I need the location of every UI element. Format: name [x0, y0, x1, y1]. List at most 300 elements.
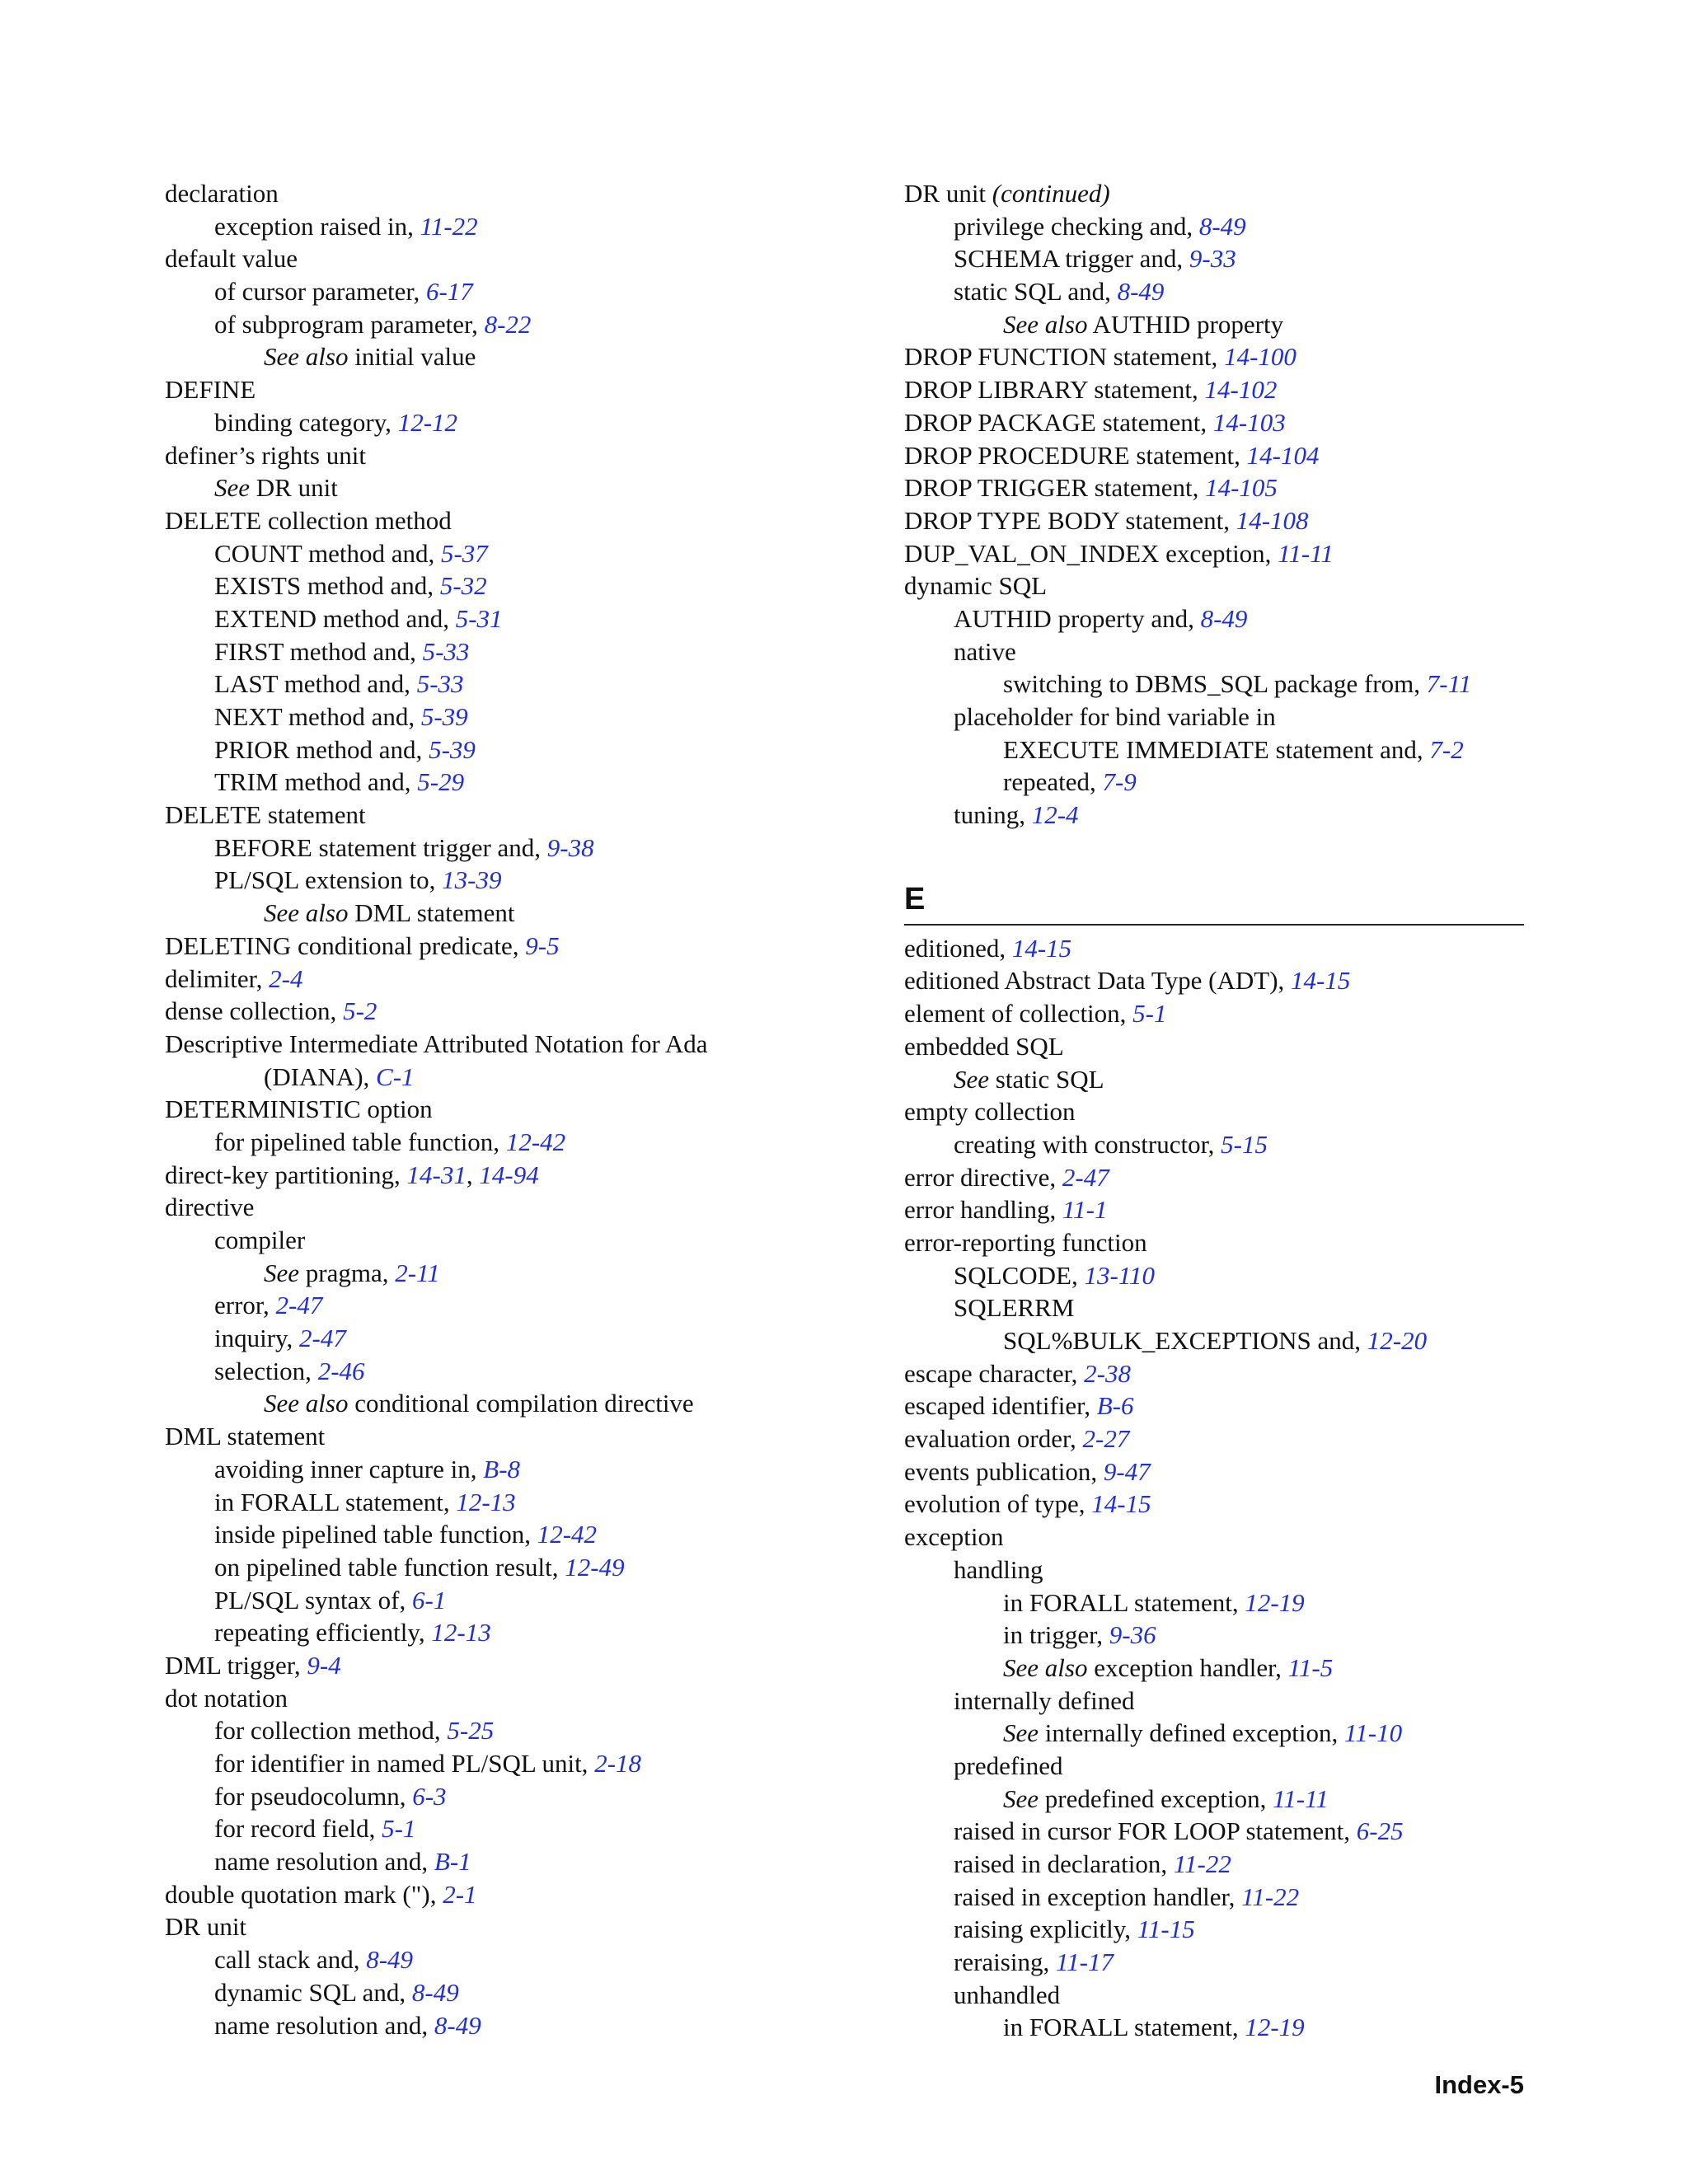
page-link[interactable]: 8-49 — [434, 2010, 481, 2040]
entry-text: events publication, — [904, 1456, 1104, 1486]
entry-text: DROP LIBRARY statement, — [904, 375, 1205, 405]
entry-text: placeholder for bind variable in — [954, 702, 1276, 731]
index-entry — [904, 1161, 1524, 1194]
entry-text: declaration — [165, 179, 279, 208]
cross-reference-label: See also — [264, 1389, 349, 1418]
index-subentry — [904, 1619, 1524, 1652]
entry-text: escaped identifier, — [904, 1391, 1097, 1421]
page-link[interactable]: 8-49 — [1117, 277, 1165, 307]
index-subentry — [904, 733, 1524, 766]
page-link[interactable]: 5-29 — [417, 767, 465, 797]
entry-text: in FORALL statement, — [1003, 2013, 1245, 2042]
entry-text: DROP FUNCTION statement, — [904, 342, 1225, 372]
index-subentry — [165, 2009, 874, 2042]
index-entry — [165, 1159, 874, 1192]
entry-text: SQLCODE, — [954, 1260, 1085, 1290]
entry-text: escape character, — [904, 1358, 1085, 1388]
entry-text: predefined — [954, 1750, 1063, 1780]
entry-text: internally defined — [954, 1685, 1135, 1715]
page-link[interactable]: 5-33 — [416, 669, 464, 699]
page-link[interactable]: 5-32 — [439, 571, 487, 601]
entry-text: for pseudocolumn, — [214, 1781, 413, 1811]
page-link[interactable]: 2-47 — [1062, 1162, 1109, 1192]
entry-text: of subprogram parameter, — [214, 309, 485, 339]
page-link[interactable]: 14-108 — [1236, 505, 1309, 535]
index-entry — [165, 242, 874, 275]
index-subentry — [165, 1257, 874, 1290]
entry-text: definer’s rights unit — [165, 440, 366, 470]
page-link[interactable]: 13-110 — [1084, 1260, 1155, 1290]
page-link[interactable]: 6-3 — [412, 1781, 447, 1811]
index-subentry — [165, 1976, 874, 2009]
entry-text: switching to DBMS_SQL package from, — [1003, 669, 1427, 699]
index-subentry — [165, 1812, 874, 1845]
entry-text: dynamic SQL — [904, 571, 1048, 601]
page-link[interactable]: 7-2 — [1429, 734, 1464, 764]
page-link[interactable]: 14-15 — [1291, 966, 1351, 996]
index-entry — [904, 1422, 1524, 1455]
page-link[interactable]: 14-31 — [406, 1160, 467, 1189]
entry-text: evolution of type, — [904, 1489, 1092, 1519]
entry-text: DR unit — [250, 473, 338, 503]
index-subentry — [904, 1128, 1524, 1161]
page-link[interactable]: 2-18 — [594, 1749, 642, 1778]
page-link[interactable]: C-1 — [376, 1062, 415, 1091]
entry-text: DELETE collection method — [165, 505, 452, 535]
entry-text: (DIANA), — [264, 1062, 377, 1091]
page-link[interactable]: 14-103 — [1212, 407, 1286, 437]
entry-text: DROP TRIGGER statement, — [904, 473, 1206, 503]
entry-text: double quotation mark ("), — [165, 1879, 443, 1909]
page-link[interactable]: 9-36 — [1109, 1620, 1156, 1650]
entry-text: DETERMINISTIC option — [165, 1094, 433, 1124]
page-link[interactable]: 12-12 — [397, 407, 458, 437]
index-subentry — [165, 1387, 874, 1420]
page-link[interactable]: 14-100 — [1224, 342, 1296, 372]
page-link[interactable]: 11-11 — [1278, 538, 1334, 568]
page-link[interactable]: 11-1 — [1062, 1195, 1108, 1225]
cross-reference-label: See also — [264, 342, 349, 372]
entry-text: PRIOR method and, — [214, 734, 429, 764]
cross-reference-label: See also — [1003, 309, 1088, 339]
entry-text: compiler — [214, 1226, 306, 1254]
index-subentry — [165, 1355, 874, 1388]
index-entry — [904, 1095, 1524, 1128]
entry-text: editioned, — [904, 933, 1012, 963]
index-subentry — [165, 864, 874, 897]
entry-text: of cursor parameter, — [214, 277, 426, 307]
page-link[interactable]: 9-4 — [307, 1650, 341, 1680]
page-link[interactable]: 11-22 — [1173, 1849, 1231, 1878]
page-link[interactable]: 5-39 — [429, 734, 476, 764]
index-entry — [165, 1878, 874, 1911]
page-link[interactable]: 14-94 — [479, 1160, 539, 1189]
index-subentry — [165, 1616, 874, 1649]
entry-text: SQL%BULK_EXCEPTIONS and, — [1003, 1326, 1367, 1355]
index-subentry — [904, 1815, 1524, 1848]
entry-text: , — [466, 1160, 480, 1189]
entry-text: evaluation order, — [904, 1424, 1083, 1454]
page-link[interactable]: 12-42 — [537, 1520, 598, 1549]
entry-text: for pipelined table function, — [214, 1127, 506, 1156]
entry-text: tuning, — [954, 800, 1032, 830]
entry-text: SQLERRM — [954, 1293, 1075, 1323]
index-entry — [904, 964, 1524, 997]
page-link[interactable]: 9-5 — [525, 930, 560, 960]
page-link[interactable]: 13-39 — [442, 865, 502, 895]
entry-text: directive — [165, 1193, 255, 1222]
cross-reference-label: See — [264, 1258, 300, 1287]
entry-text: call stack and, — [214, 1945, 367, 1975]
page-link[interactable]: 2-4 — [269, 963, 303, 993]
entry-text: raised in cursor FOR LOOP statement, — [954, 1816, 1357, 1846]
entry-text: name resolution and, — [214, 1847, 434, 1877]
index-subentry — [904, 1783, 1524, 1816]
entry-text: binding category, — [214, 407, 398, 437]
index-entry — [904, 1357, 1524, 1390]
index-subentry — [165, 1289, 874, 1322]
page-link[interactable]: B-6 — [1096, 1391, 1134, 1421]
entry-text: predefined exception, — [1039, 1783, 1273, 1813]
index-subentry — [165, 766, 874, 799]
cross-reference-label: (continued) — [992, 179, 1110, 208]
page-link[interactable]: 9-47 — [1103, 1456, 1151, 1486]
entry-text: FIRST method and, — [214, 636, 423, 666]
entry-text: AUTHID property and, — [954, 603, 1201, 633]
index-entry — [165, 1028, 874, 1061]
entry-text: inside pipelined table function, — [214, 1520, 537, 1549]
entry-text: PL/SQL extension to, — [214, 865, 443, 895]
entry-text: COUNT method and, — [214, 538, 441, 568]
entry-text: DML statement — [165, 1422, 326, 1451]
entry-text: DR unit — [904, 179, 992, 208]
index-subentry — [904, 668, 1524, 701]
cross-reference-label: See — [214, 473, 251, 503]
cross-reference-label: See — [1003, 1718, 1039, 1748]
entry-text: exception handler, — [1087, 1652, 1288, 1682]
index-subentry — [165, 308, 874, 341]
index-subentry — [904, 1946, 1524, 1979]
index-entry — [904, 439, 1524, 472]
page-link[interactable]: 2-46 — [317, 1356, 365, 1385]
entry-text: selection, — [214, 1356, 318, 1385]
index-subentry — [165, 1747, 874, 1780]
index-entry — [165, 995, 874, 1028]
index-entry — [165, 504, 874, 537]
index-subentry — [165, 668, 874, 701]
index-column-right — [904, 177, 1524, 2044]
index-subentry — [165, 340, 874, 373]
page-link[interactable]: 2-38 — [1084, 1358, 1131, 1388]
index-subentry — [904, 701, 1524, 733]
entry-text: empty collection — [904, 1097, 1076, 1127]
page-link[interactable]: 2-11 — [395, 1258, 440, 1287]
page-link[interactable]: B-8 — [483, 1454, 521, 1483]
entry-text: for identifier in named PL/SQL unit, — [214, 1749, 595, 1778]
index-entry — [165, 1191, 874, 1224]
page-link[interactable]: 8-49 — [366, 1945, 414, 1975]
index-entry — [165, 1910, 874, 1943]
page-link[interactable]: 5-15 — [1221, 1129, 1268, 1159]
index-entry — [904, 177, 1524, 210]
index-subentry — [904, 799, 1524, 832]
page-link[interactable]: 8-49 — [411, 1977, 459, 2007]
index-entry — [165, 1649, 874, 1682]
entry-text: delimiter, — [165, 963, 270, 993]
index-entry — [904, 340, 1524, 373]
entry-text: on pipelined table function result, — [214, 1552, 565, 1582]
entry-text: native — [954, 636, 1016, 666]
entry-text: static SQL and, — [954, 277, 1118, 307]
entry-text: LAST method and, — [214, 669, 417, 699]
page-link[interactable]: 11-17 — [1055, 1947, 1114, 1977]
index-subentry — [165, 275, 874, 308]
entry-text: repeated, — [1003, 767, 1103, 797]
entry-text: EXISTS method and, — [214, 571, 440, 601]
index-entry — [904, 1226, 1524, 1259]
entry-text: DUP_VAL_ON_INDEX exception, — [904, 538, 1278, 568]
page-link[interactable]: 11-11 — [1273, 1783, 1329, 1813]
entry-text: TRIM method and, — [214, 767, 418, 797]
page-link[interactable]: 12-20 — [1367, 1326, 1428, 1355]
entry-text: raised in exception handler, — [954, 1882, 1242, 1911]
page-link[interactable]: 14-102 — [1204, 375, 1278, 405]
entry-text: repeating efficiently, — [214, 1618, 432, 1647]
index-subentry — [165, 897, 874, 930]
index-subentry — [165, 1126, 874, 1159]
page-link[interactable]: 6-1 — [411, 1585, 447, 1615]
index-subentry — [904, 1913, 1524, 1946]
letter-heading-text: E — [904, 881, 926, 916]
cross-reference-label: See also — [264, 898, 349, 928]
page-link[interactable]: 7-9 — [1102, 767, 1137, 797]
page-link[interactable]: 11-22 — [1241, 1882, 1300, 1911]
entry-text: default value — [165, 244, 298, 274]
page-link[interactable]: 2-1 — [443, 1879, 477, 1909]
entry-text: DML statement — [348, 898, 515, 928]
entry-text: internally defined exception, — [1039, 1718, 1345, 1748]
entry-text: NEXT method and, — [214, 702, 421, 731]
index-subentry — [904, 1848, 1524, 1881]
index-subentry — [904, 1324, 1524, 1357]
index-subentry — [904, 1717, 1524, 1750]
index-entry — [904, 1193, 1524, 1226]
index-entry — [904, 1488, 1524, 1521]
page-number: Index-5 — [1434, 2070, 1524, 2099]
cross-reference-label: See — [1003, 1783, 1039, 1813]
page-link[interactable]: 5-25 — [447, 1716, 495, 1746]
index-subentry — [165, 569, 874, 602]
index-entry — [904, 537, 1524, 570]
index-subentry — [165, 1714, 874, 1747]
page-link[interactable]: 2-47 — [299, 1324, 346, 1353]
index-subentry — [904, 602, 1524, 635]
entry-text: privilege checking and, — [954, 211, 1199, 241]
page-link[interactable]: 12-19 — [1245, 1587, 1305, 1617]
index-subentry — [165, 602, 874, 635]
index-entry — [165, 373, 874, 406]
index-subentry — [904, 2011, 1524, 2044]
page-link[interactable]: 5-39 — [420, 702, 468, 731]
entry-text: AUTHID property — [1087, 309, 1284, 339]
entry-text: DELETING conditional predicate, — [165, 930, 526, 960]
page-link[interactable]: 11-15 — [1137, 1915, 1195, 1944]
page-link[interactable]: 12-4 — [1031, 800, 1079, 830]
page-link[interactable]: 11-10 — [1344, 1718, 1403, 1748]
index-subentry — [904, 766, 1524, 799]
entry-text: exception — [904, 1522, 1004, 1552]
page-link[interactable]: 5-2 — [343, 996, 377, 1026]
index-entry — [904, 997, 1524, 1030]
index-subentry — [904, 308, 1524, 341]
index-subentry — [904, 210, 1524, 243]
entry-text: DR unit — [165, 1912, 247, 1942]
index-entry — [165, 799, 874, 832]
page-link[interactable]: 5-1 — [382, 1814, 416, 1844]
page-link[interactable]: 11-22 — [420, 211, 478, 241]
page-link[interactable]: 8-49 — [1200, 603, 1248, 633]
index-subentry — [165, 1551, 874, 1584]
index-subentry — [165, 1518, 874, 1551]
index-entry — [904, 471, 1524, 504]
page-link[interactable]: 12-13 — [456, 1487, 516, 1516]
page-link[interactable]: 12-49 — [565, 1552, 625, 1582]
cross-reference-label: See — [954, 1064, 990, 1094]
entry-text: direct-key partitioning, — [165, 1160, 407, 1189]
index-subentry — [165, 832, 874, 865]
entry-text: in FORALL statement, — [214, 1487, 457, 1516]
page-link[interactable]: 9-33 — [1189, 244, 1236, 274]
index-entry — [904, 373, 1524, 406]
entry-text: dense collection, — [165, 996, 344, 1026]
entry-text: error directive, — [904, 1162, 1062, 1192]
entry-text: in trigger, — [1003, 1620, 1109, 1650]
entry-text: DELETE statement — [165, 800, 366, 830]
index-subentry — [165, 635, 874, 668]
page-link[interactable]: 14-104 — [1246, 440, 1320, 470]
index-subentry — [904, 1586, 1524, 1619]
cross-reference-label: See also — [1003, 1652, 1088, 1682]
index-subentry — [165, 1224, 874, 1257]
index-subentry — [904, 1881, 1524, 1914]
entry-text: creating with constructor, — [954, 1129, 1221, 1159]
index-subentry — [165, 537, 874, 570]
entry-text: dot notation — [165, 1683, 288, 1713]
page-link[interactable]: 14-105 — [1205, 473, 1278, 503]
entry-text: Descriptive Intermediate Attributed Notation for Ada — [165, 1029, 708, 1058]
entry-text: dynamic SQL and, — [214, 1977, 412, 2007]
entry-text: DEFINE — [165, 375, 256, 405]
entry-text: in FORALL statement, — [1003, 1587, 1245, 1617]
index-subentry — [904, 1291, 1524, 1324]
index-subentry — [904, 1750, 1524, 1783]
page-link[interactable]: 6-25 — [1356, 1816, 1404, 1846]
index-entry — [904, 406, 1524, 439]
index-entry — [165, 930, 874, 963]
index-entry — [904, 569, 1524, 602]
index-subentry — [165, 1453, 874, 1486]
index-entry — [165, 177, 874, 210]
index-subentry — [165, 1845, 874, 1878]
page-link[interactable]: 14-15 — [1091, 1489, 1151, 1519]
entry-text: inquiry, — [214, 1324, 300, 1353]
index-subentry — [165, 210, 874, 243]
index-entry — [165, 439, 874, 472]
entry-text: error, — [214, 1291, 276, 1320]
entry-text: static SQL — [989, 1064, 1104, 1094]
index-subentry — [904, 1979, 1524, 2012]
page-link[interactable]: 5-1 — [1132, 999, 1167, 1029]
page-link[interactable]: 5-37 — [440, 538, 488, 568]
index-subentry — [904, 1259, 1524, 1292]
index-entry — [904, 1030, 1524, 1063]
page-link[interactable]: 7-11 — [1426, 669, 1472, 699]
entry-text: avoiding inner capture in, — [214, 1454, 484, 1483]
index-entry — [165, 1093, 874, 1126]
index-subentry — [165, 701, 874, 733]
entry-text: error handling, — [904, 1195, 1062, 1225]
index-subentry — [904, 1652, 1524, 1685]
index-subentry — [165, 1943, 874, 1976]
entry-text: handling — [954, 1554, 1043, 1584]
page-link[interactable]: 6-17 — [425, 277, 473, 307]
index-subentry — [165, 471, 874, 504]
entry-text: DROP PROCEDURE statement, — [904, 440, 1247, 470]
page-link[interactable]: 9-38 — [546, 832, 594, 862]
page-link[interactable]: 12-42 — [505, 1127, 566, 1156]
index-subentry — [165, 1322, 874, 1355]
page-link[interactable]: 2-27 — [1082, 1424, 1130, 1454]
index-entry — [904, 932, 1524, 965]
index-subentry — [904, 1063, 1524, 1096]
entry-text: pragma, — [299, 1258, 396, 1287]
index-subentry — [165, 733, 874, 766]
page-link[interactable]: 5-31 — [455, 603, 503, 633]
page-link[interactable]: 12-19 — [1245, 2013, 1305, 2042]
index-entry — [904, 1455, 1524, 1488]
index-subentry — [165, 1780, 874, 1813]
index-subentry — [165, 1486, 874, 1519]
entry-text: DROP PACKAGE statement, — [904, 407, 1213, 437]
entry-text: DML trigger, — [165, 1650, 307, 1680]
index-entry — [165, 1420, 874, 1453]
index-entry — [165, 963, 874, 996]
entry-text: for collection method, — [214, 1716, 448, 1746]
page-link[interactable]: B-1 — [434, 1847, 471, 1877]
entry-text: EXECUTE IMMEDIATE statement and, — [1003, 734, 1430, 764]
entry-text: for record field, — [214, 1814, 382, 1844]
entry-text: embedded SQL — [904, 1031, 1064, 1061]
entry-text: raising explicitly, — [954, 1915, 1137, 1944]
page-link[interactable]: 12-13 — [431, 1618, 491, 1647]
page-link[interactable]: 11-5 — [1287, 1652, 1334, 1682]
entry-text: DROP TYPE BODY statement, — [904, 505, 1236, 535]
entry-text: reraising, — [954, 1947, 1056, 1977]
page-link[interactable]: 5-33 — [422, 636, 470, 666]
page-link[interactable]: 8-49 — [1198, 211, 1246, 241]
index-subentry — [904, 1554, 1524, 1586]
page-link[interactable]: 14-15 — [1011, 933, 1072, 963]
index-subentry — [904, 242, 1524, 275]
page-link[interactable]: 2-47 — [275, 1291, 323, 1320]
index-subentry — [165, 1584, 874, 1617]
entry-text: initial value — [348, 342, 476, 372]
entry-text: SCHEMA trigger and, — [954, 244, 1189, 274]
index-subentry — [165, 406, 874, 439]
index-subentry — [165, 1061, 874, 1094]
page-link[interactable]: 8-22 — [484, 309, 532, 339]
index-entry — [165, 1682, 874, 1715]
